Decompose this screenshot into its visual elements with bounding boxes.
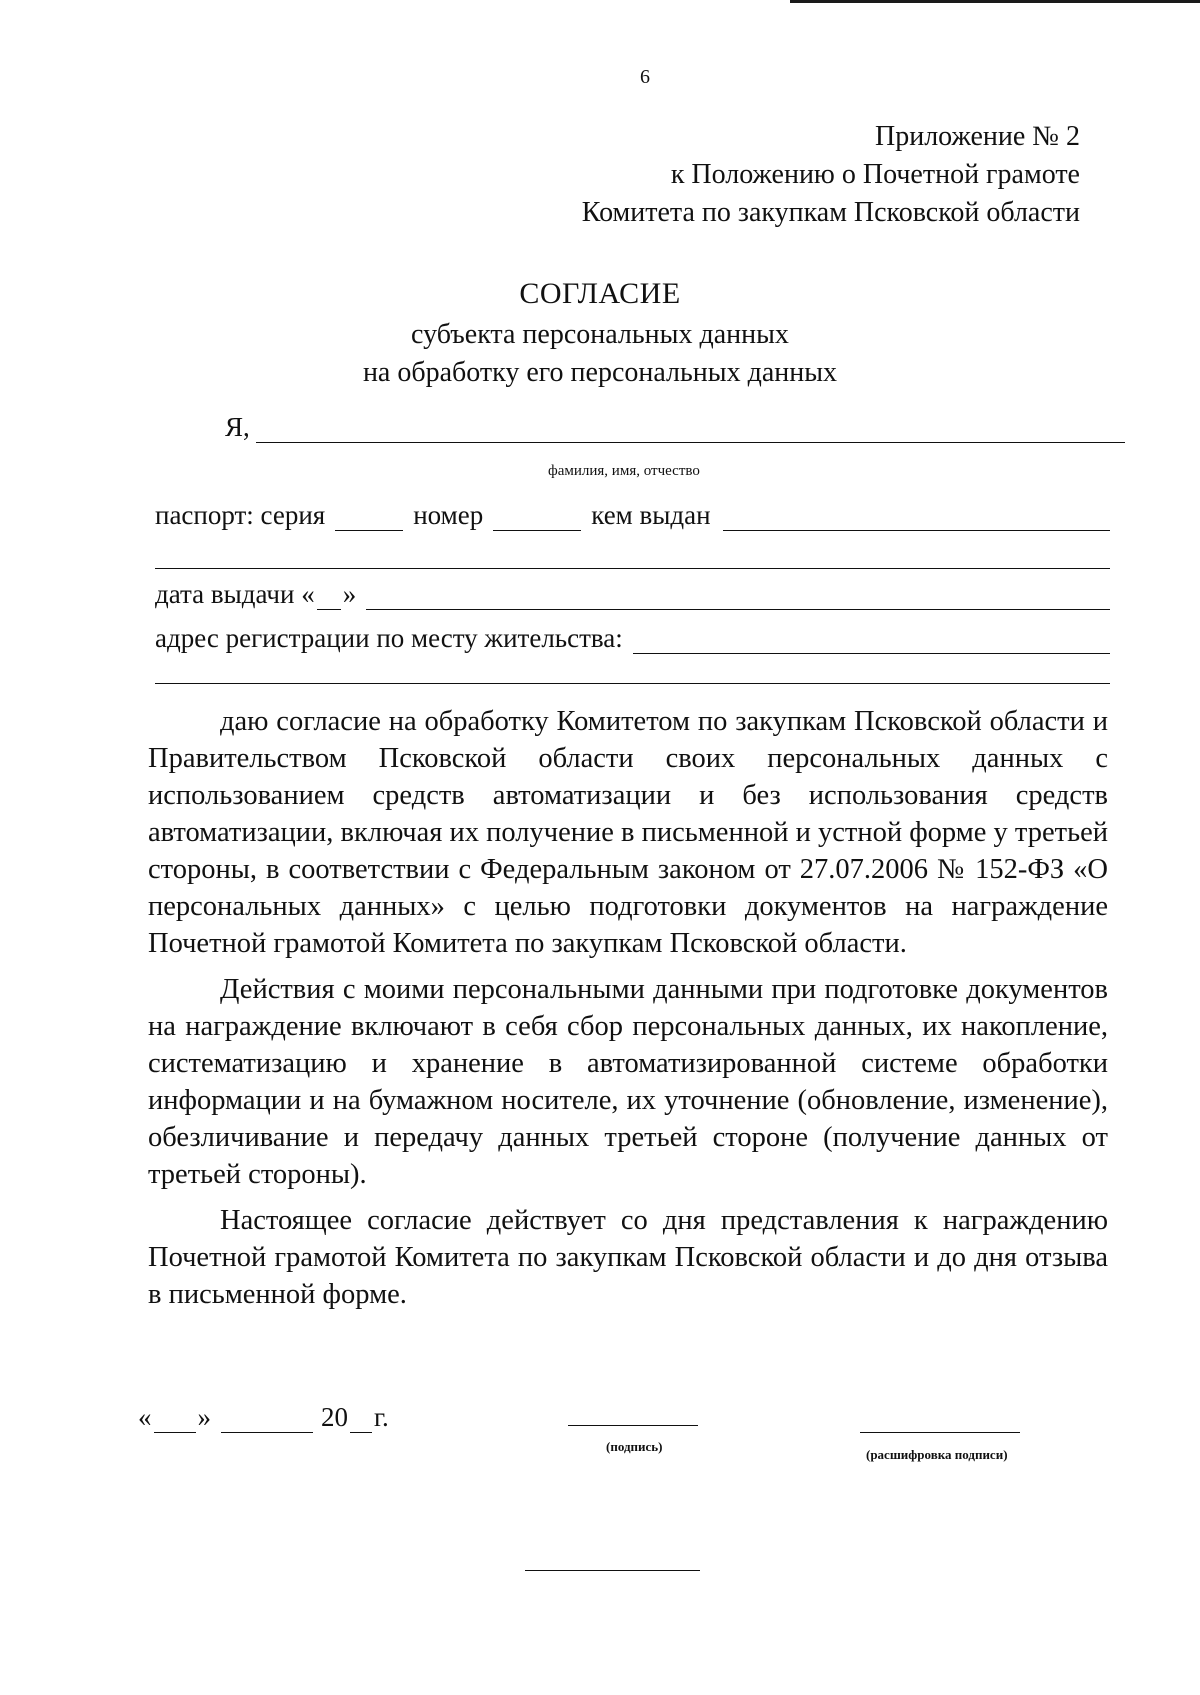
- passport-series-label: паспорт: серия: [155, 500, 326, 530]
- address-line[interactable]: [633, 652, 1110, 654]
- sign-year-prefix: 20: [321, 1402, 348, 1432]
- passport-row: [155, 500, 1110, 531]
- title-sub-1: субъекта персональных данных: [411, 319, 789, 350]
- signature-hint: (подпись): [606, 1439, 663, 1454]
- address-row: [155, 623, 1110, 654]
- page-number: 6: [640, 66, 650, 88]
- passport-number-label: номер: [413, 500, 484, 530]
- i-label: Я,: [225, 412, 250, 442]
- consent-body: [148, 703, 1108, 1322]
- fio-row: [225, 412, 1125, 443]
- document-end-line: [525, 1570, 700, 1571]
- issued-by-continuation-line[interactable]: [155, 568, 1110, 569]
- appendix-line-3: Комитета по закупкам Псковской области: [581, 197, 1080, 228]
- issue-date-line[interactable]: [366, 608, 1110, 610]
- paragraph-validity: Настоящее согласие действует со дня представления к награждению Почетной грамотой Комитета по закупкам Псковской области и до дня отзыва в письменной форме.: [148, 1205, 1108, 1310]
- issued-by-label: кем выдан: [591, 500, 711, 530]
- title-sub-2: на обработку его персональных данных: [362, 357, 838, 388]
- sign-year-line[interactable]: [350, 1431, 372, 1433]
- issue-date-row: [155, 579, 1110, 610]
- appendix-line-1: Приложение № 2: [875, 121, 1080, 152]
- paragraph-actions: Действия с моими персональными данными при подготовке документов на награждение включают в себя сбор персональных данных, их накопление, систематизацию и хранение в автоматизированной системе обработки информации и на бумажном носителе, их уточнение (обновление, изменение), обезличивание и передачу данных третьей стороне (получение данных от третьей стороны).: [148, 974, 1108, 1190]
- appendix-line-2: к Положению о Почетной грамоте: [670, 159, 1080, 190]
- address-continuation-line[interactable]: [155, 683, 1110, 684]
- address-label: адрес регистрации по месту жительства:: [155, 623, 623, 653]
- sign-year-suffix: г.: [374, 1402, 389, 1432]
- scan-edge-mark: [790, 0, 1200, 3]
- sign-month-line[interactable]: [221, 1431, 313, 1433]
- paragraph-consent: даю согласие на обработку Комитетом по закупкам Псковской области и Правительством Псковской области своих персональных данных с использованием средств автоматизации и без использования средств автоматизации, включая их получение в письменной и устной форме у третьей стороны, в соответствии с Федеральным законом от 27.07.2006 № 152-ФЗ «О персональных данных» с целью подготовки документов на награждение Почетной грамотой Комитета по закупкам Псковской области.: [148, 706, 1108, 959]
- document-title: [0, 275, 1200, 392]
- passport-number-line[interactable]: [493, 529, 581, 531]
- passport-series-line[interactable]: [335, 529, 403, 531]
- signature-line[interactable]: [568, 1425, 698, 1426]
- issue-day-line[interactable]: [317, 608, 341, 610]
- signature-decoding-hint: (расшифровка подписи): [866, 1447, 1008, 1462]
- signature-decoding-line[interactable]: [860, 1432, 1020, 1433]
- issue-date-open: дата выдачи «: [155, 579, 315, 609]
- sign-day-line[interactable]: [154, 1431, 196, 1433]
- fio-line[interactable]: [256, 441, 1125, 443]
- fio-hint: фамилия, имя, отчество: [548, 463, 700, 479]
- sign-date-open: «: [138, 1402, 152, 1432]
- sign-date-close: »: [197, 1402, 211, 1432]
- issued-by-line[interactable]: [723, 529, 1110, 531]
- title-main: СОГЛАСИЕ: [519, 277, 681, 310]
- signature-date-row: [138, 1402, 389, 1433]
- appendix-header: [582, 118, 1080, 232]
- issue-date-close: »: [342, 579, 357, 609]
